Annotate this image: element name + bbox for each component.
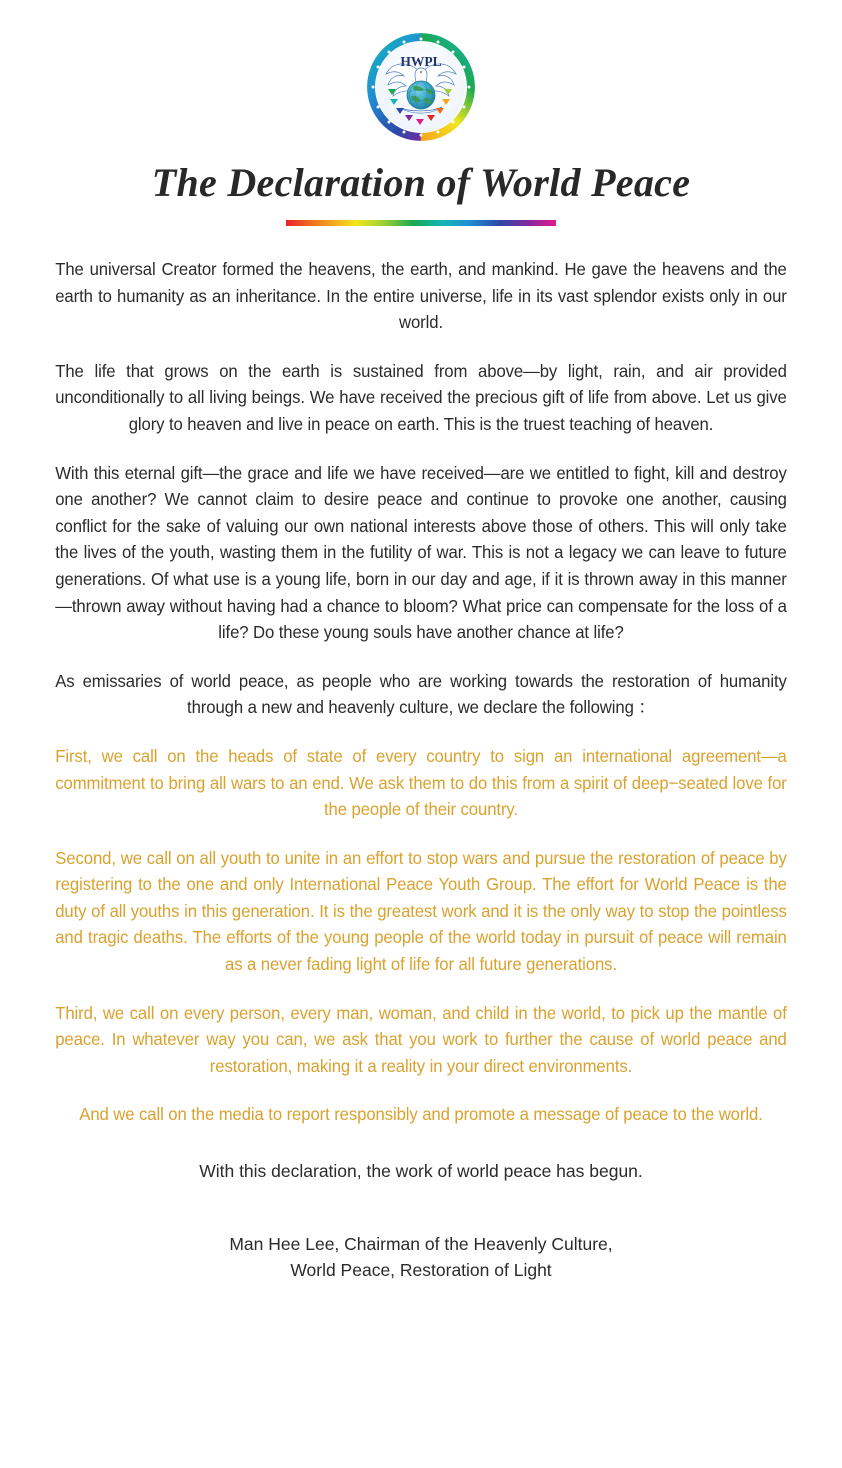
signature-line-1: Man Hee Lee, Chairman of the Heavenly Culture, xyxy=(229,1234,613,1255)
paragraph-third-call: Third, we call on every person, every man, woman, and child in the world, to pick up the mantle of peace. In whatever way you can, we ask that you work to further the cause of world peace and restoration, making it a reality in your direct environments. xyxy=(55,1002,787,1076)
hwpl-emblem-icon xyxy=(366,32,476,142)
emblem-container xyxy=(38,0,804,142)
paragraph-life-sustained: The life that grows on the earth is sustained from above—by light, rain, and air provided unconditionally to all living beings. We have received the precious gift of life from above. Let us give glory to heaven and live in peace on earth. This is the truest teaching of heaven. xyxy=(55,360,787,434)
signature-block xyxy=(38,1232,804,1283)
page-title: The Declaration of World Peace xyxy=(151,160,691,205)
paragraph-emissaries: As emissaries of world peace, as people who are working towards the restoration of humanity through a new and heavenly culture, we declare the following ： xyxy=(55,670,787,718)
rainbow-divider-container xyxy=(38,220,804,226)
declaration-body xyxy=(38,256,804,1283)
paragraph-intro: The universal Creator formed the heavens, the earth, and mankind. He gave the heavens and the earth to humanity as an inheritance. In the entire universe, life in its vast splendor exists only in our world. xyxy=(55,259,787,333)
signature-line-2: World Peace, Restoration of Light xyxy=(290,1259,552,1280)
closing-statement: With this declaration, the work of world peace has begun. xyxy=(199,1161,643,1182)
paragraph-second-call: Second, we call on all youth to unite in an effort to stop wars and pursue the restoration of peace by registering to the one and only International Peace Youth Group. The effort for World Peace is the duty of all youths in this generation. It is the greatest work and it is the only way to stop the pointless and tragic deaths. The efforts of the young people of the world today in pursuit of peace will remain as a never fading light of life for all future generations. xyxy=(55,847,787,975)
paragraph-eternal-gift: With this eternal gift—the grace and life we have received—are we entitled to fight, kill and destroy one another? We cannot claim to desire peace and continue to provoke one another, causing conflict for the sake of valuing our own national interests above those of others. This will only take the lives of the youth, wasting them in the futility of war. This is not a legacy we can leave to future generations. Of what use is a young life, born in our day and age, if it is thrown away in this manner—thrown away without having had a chance to bloom? What price can compensate for the loss of a life? Do these young souls have another chance at life? xyxy=(55,462,787,643)
svg-text:HWPL: HWPL xyxy=(400,54,442,69)
paragraph-media-call: And we call on the media to report responsibly and promote a message of peace to the world. xyxy=(79,1104,763,1125)
paragraph-first-call: First, we call on the heads of state of every country to sign an international agreement—a commitment to bring all wars to an end. We ask them to do this from a spirit of deep−seated love for the people of their country. xyxy=(55,745,787,820)
rainbow-divider xyxy=(286,220,556,226)
